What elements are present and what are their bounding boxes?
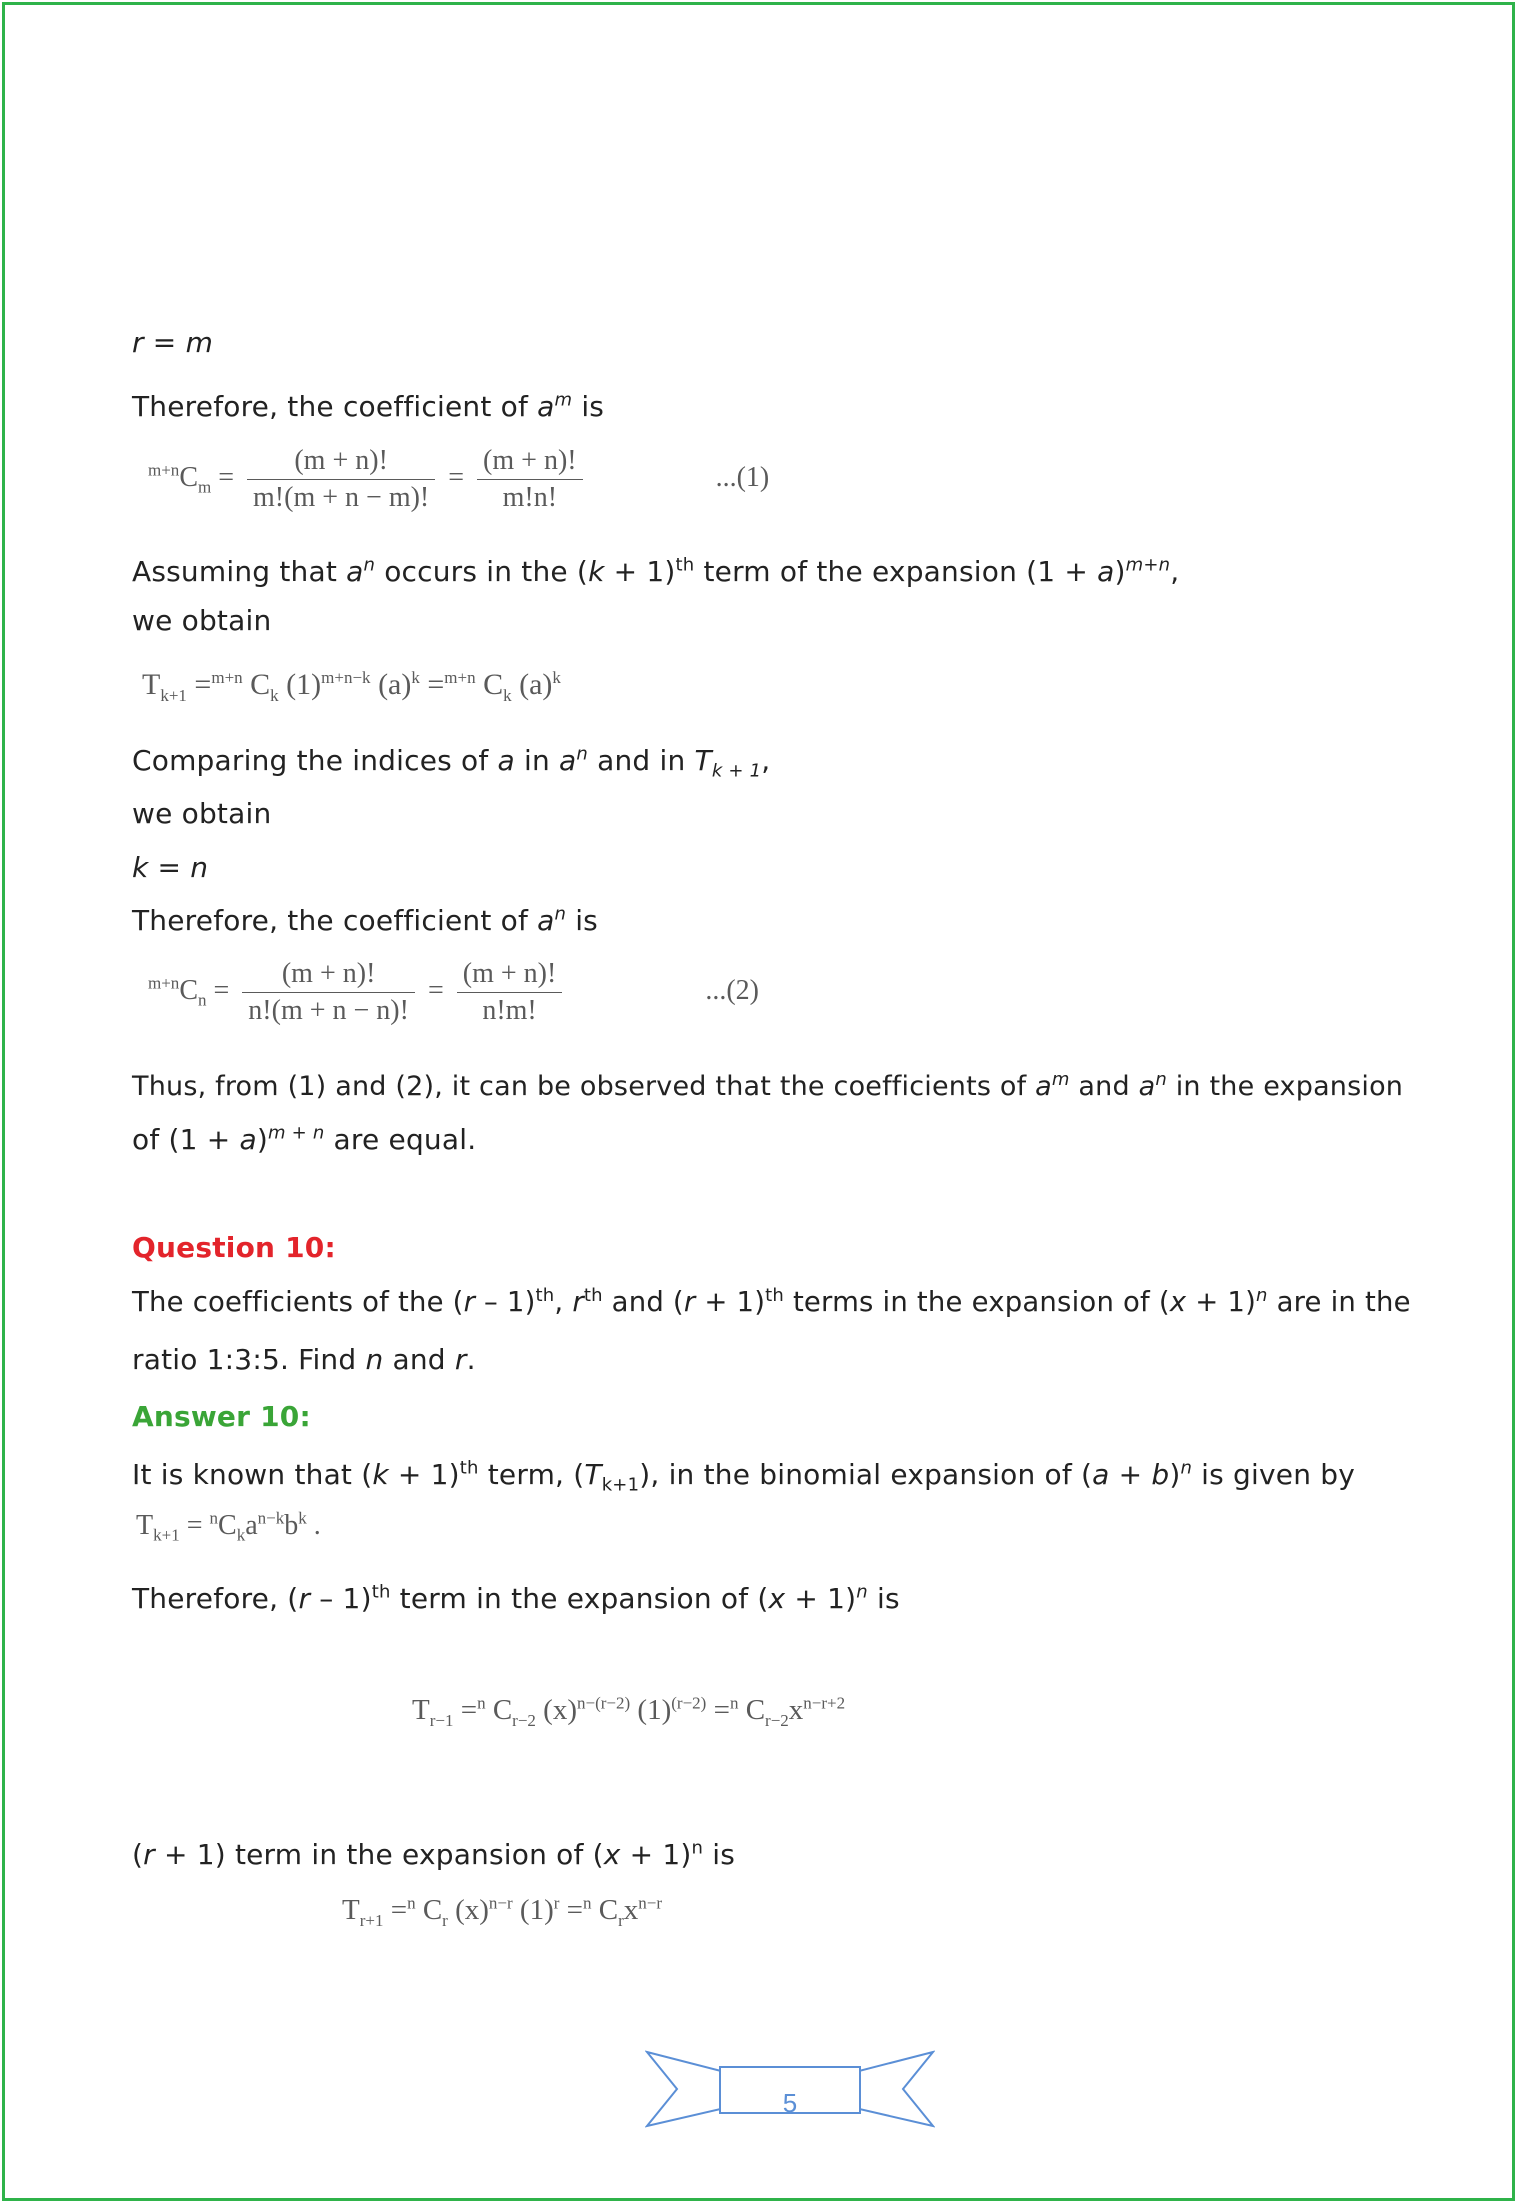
equation-general-term: $T_{k+1} = ^nC_ka^{n-k}b^k$ . xyxy=(136,1508,321,1545)
equation-tk-plus-1: $T_{k+1} =^{m+n}$ $C_k$ $(1)^{m+n-k}$ $(a)^k =^{m+n}$ $C_k$ $(a)^k$ xyxy=(142,668,561,705)
text-thus-line-2: of $(1 + a)^{m + n}$ are equal. xyxy=(132,1122,477,1156)
text-r-plus-1-term: (r + 1) term in the expansion of $(x + 1)^n$ is xyxy=(132,1837,736,1871)
text-thus-line-1: Thus, from (1) and (2), it can be observed that the coefficients of $a^m$ and $a^n$ in the expansion xyxy=(132,1069,1404,1102)
page-number: 5 xyxy=(782,2088,798,2118)
equation-2: $^{m+n}C_n$ = $\frac{(m + n)!}{n!(m + n - n)!}$ = $\frac{(m + n)!}{n!m!}$ ...(2) xyxy=(148,958,759,1026)
text-r-minus-1-term: Therefore, (r – 1)$^{th}$ term in the expansion of $(x + 1)^n$ is xyxy=(132,1581,900,1615)
text-coefficient-an: Therefore, the coefficient of $a^n$ is xyxy=(132,903,598,937)
question-heading: Question 10: xyxy=(132,1231,336,1264)
text-k-equals-n: k = n xyxy=(132,851,209,884)
text-we-obtain-2: we obtain xyxy=(132,797,272,830)
answer-heading: Answer 10: xyxy=(132,1400,311,1433)
text-coefficient-am: Therefore, the coefficient of $a^m$ is xyxy=(132,389,605,423)
text-assuming: Assuming that $a^n$ occurs in the $(k + 1)^{th}$ term of the expansion $(1 + a)^{m+n}$, xyxy=(132,554,1180,588)
badge-right-ribbon xyxy=(855,2052,933,2126)
answer-text-line-1: It is known that $(k + 1)^{th}$ term, $(T_{k+1})$, in the binomial expansion of $(a + b)^n$ is given by xyxy=(132,1457,1355,1496)
question-text-line-2: ratio 1:3:5. Find n and r. xyxy=(132,1343,476,1376)
equation-1: $^{m+n}C_m$ = $\frac{(m + n)!}{m!(m + n - m)!}$ = $\frac{(m + n)!}{m!n!}$ ...(1) xyxy=(148,445,770,513)
equation-t-r-minus-1: $T_{r-1} =^n$ $C_{r-2}$ $(x)^{n-(r-2)}$ $(1)^{(r-2)} =^n$ $C_{r-2}x^{n-r+2}$ xyxy=(412,1693,846,1730)
question-text-line-1: The coefficients of the (r – 1)$^{th}$, $r^{th}$ and $(r + 1)^{th}$ terms in the expansion of $(x + 1)^n$ are in the xyxy=(132,1284,1411,1318)
text-r-equals-m: r = m xyxy=(132,326,214,359)
equation-t-r-plus-1: $T_{r+1} =^n$ $C_r$ $(x)^{n-r}$ $(1)^r =^n$ $C_rx^{n-r}$ xyxy=(342,1893,663,1930)
text-comparing: Comparing the indices of a in $a^n$ and in $T_{k + 1}$, xyxy=(132,743,771,782)
text-we-obtain-1: we obtain xyxy=(132,604,272,637)
badge-left-ribbon xyxy=(647,2052,725,2126)
